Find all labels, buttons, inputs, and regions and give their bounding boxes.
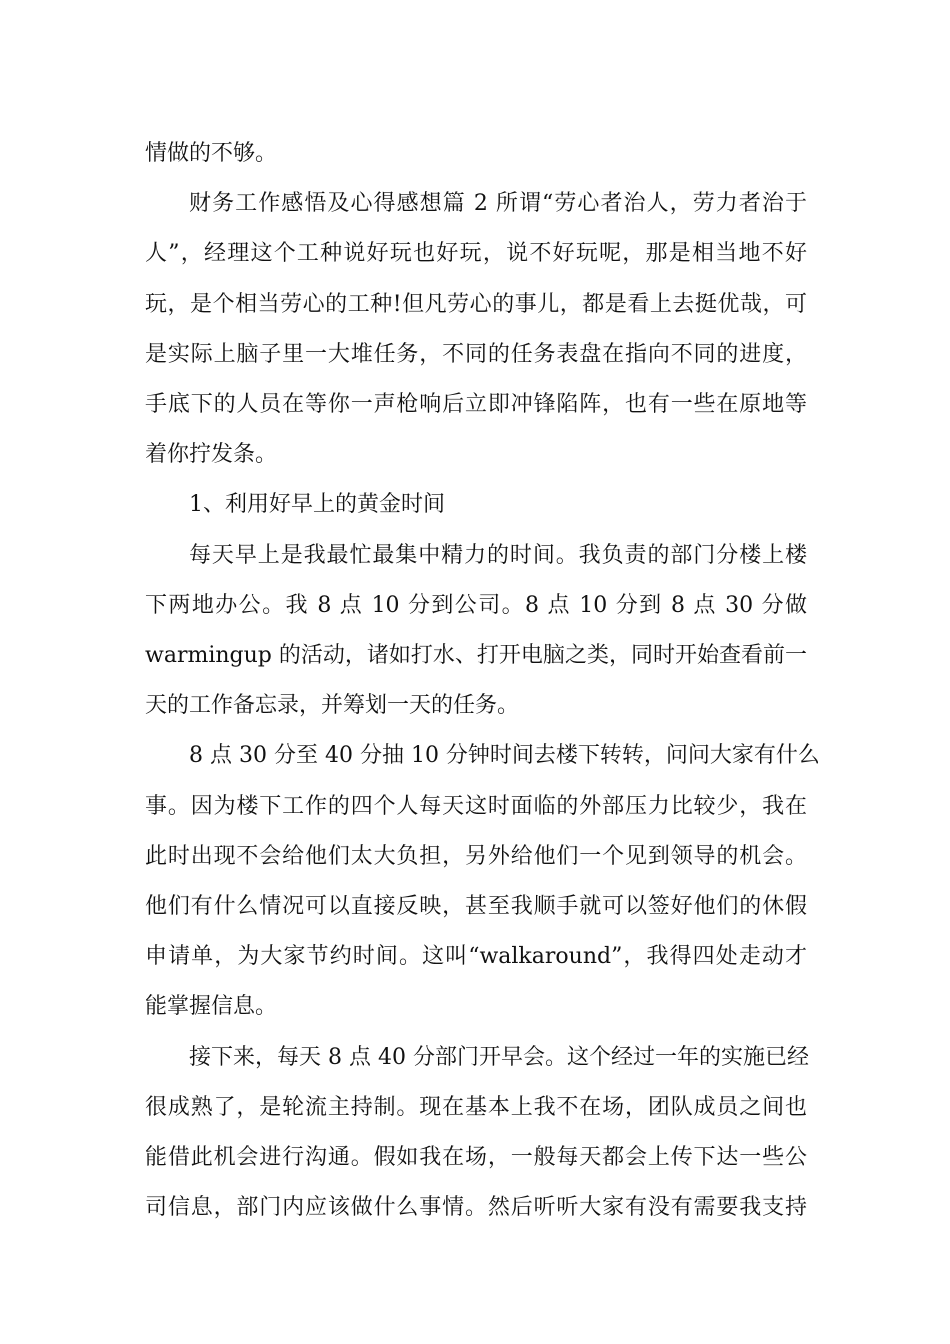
text-line: 他们有什么情况可以直接反映，甚至我顺手就可以签好他们的休假 [145, 894, 807, 920]
text-line: 此时出现不会给他们太大负担，另外给他们一个见到领导的机会。 [145, 843, 807, 869]
text-line: 是实际上脑子里一大堆任务，不同的任务表盘在指向不同的进度， [145, 341, 807, 367]
section-heading: 1、利用好早上的黄金时间 [189, 492, 445, 518]
text-line: 很成熟了，是轮流主持制。现在基本上我不在场，团队成员之间也 [145, 1094, 807, 1120]
text-line: 8 点 30 分至 40 分抽 10 分钟时间去楼下转转，问问大家有什么 [189, 743, 820, 769]
text-line: 接下来，每天 8 点 40 分部门开早会。这个经过一年的实施已经 [189, 1044, 809, 1070]
text-line: 能掌握信息。 [145, 994, 278, 1020]
text-line: 情做的不够。 [145, 141, 278, 166]
text-line: 司信息，部门内应该做什么事情。然后听听大家有没有需要我支持 [145, 1195, 807, 1221]
text-line: warmingup 的活动，诸如打水、打开电脑之类，同时开始查看前一 [145, 643, 807, 669]
paragraph-3-heading [145, 480, 807, 530]
text-line: 能借此机会进行沟通。假如我在场，一般每天都会上传下达一些公 [145, 1145, 807, 1171]
text-line: 天的工作备忘录，并筹划一天的任务。 [145, 693, 520, 719]
text-line: 事。因为楼下工作的四个人每天这时面临的外部压力比较少，我在 [145, 793, 807, 819]
text-line: 下两地办公。我 8 点 10 分到公司。8 点 10 分到 8 点 30 分做 [145, 592, 807, 618]
document-body [145, 129, 820, 1233]
text-line: 申请单，为大家节约时间。这叫“walkaround”，我得四处走动才 [145, 944, 807, 970]
text-line: 每天早上是我最忙最集中精力的时间。我负责的部门分楼上楼 [189, 542, 807, 568]
text-line: 着你拧发条。 [145, 442, 278, 468]
paragraph-5 [145, 731, 820, 1032]
text-line: 人”，经理这个工种说好玩也好玩，说不好玩呢，那是相当地不好 [145, 241, 807, 267]
paragraph-4 [145, 531, 807, 732]
text-line: 玩，是个相当劳心的工种!但凡劳心的事儿，都是看上去挺优哉，可 [145, 291, 807, 317]
text-line: 手底下的人员在等你一声枪响后立即冲锋陷阵，也有一些在原地等 [145, 392, 807, 418]
paragraph-2 [145, 179, 807, 480]
paragraph-1 [145, 129, 807, 179]
paragraph-6 [145, 1033, 807, 1234]
text-line: 财务工作感悟及心得感想篇 2 所谓“劳心者治人，劳力者治于 [189, 191, 807, 217]
